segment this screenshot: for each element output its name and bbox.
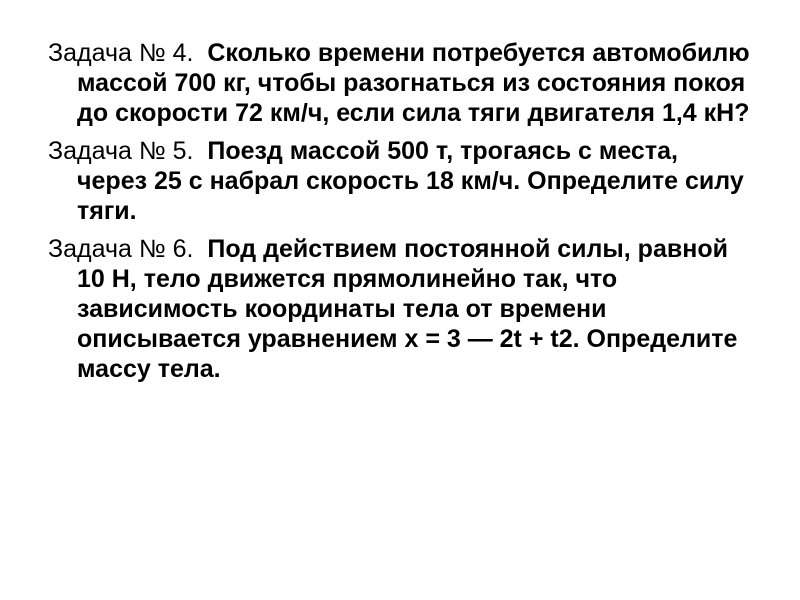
slide-content	[48, 38, 753, 392]
problem-4-text: Сколько времени потребуется автомобилю массой 700 кг, чтобы разогнаться из состояния покоя до скорости 72 км/ч, если сила тяги двигателя 1,4 кН?	[77, 39, 750, 127]
problem-6-label: Задача № 6.	[48, 235, 194, 263]
problem-4-label: Задача № 4.	[48, 39, 194, 67]
problem-5-label: Задача № 5.	[48, 137, 194, 165]
problem-5-text: Поезд массой 500 т, трогаясь с места, через 25 с набрал скорость 18 км/ч. Определите силу тяги.	[77, 137, 744, 225]
problem-6-text: Под действием постоянной силы, равной 10 Н, тело движется прямолинейно так, что зависимость координаты тела от времени описывается уравнением x = 3 — 2t + t2. Определите массу тела.	[77, 235, 738, 383]
problem-6	[48, 234, 753, 384]
problem-4	[48, 38, 753, 128]
problem-5	[48, 136, 753, 226]
